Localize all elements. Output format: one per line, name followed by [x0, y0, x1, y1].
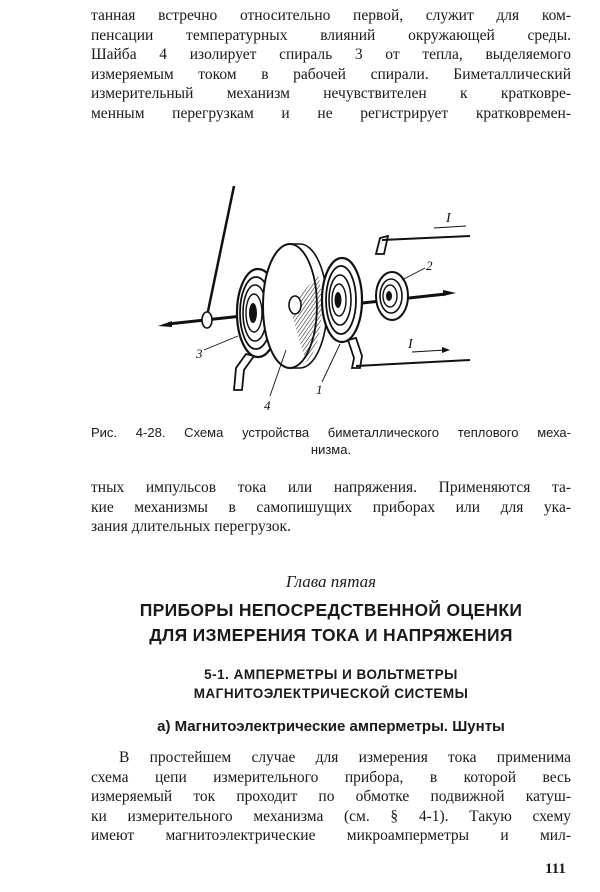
text-line: ки измерительного механизма (см. § 4-1). Такую схему [91, 807, 571, 825]
chapter-title-line: ДЛЯ ИЗМЕРЕНИЯ ТОКА И НАПРЯЖЕНИЯ [149, 625, 513, 645]
text-line: тных импульсов тока или напряжения. Применяются та- [91, 479, 571, 496]
wire-top [382, 236, 470, 240]
arrow-head-bottom [442, 347, 450, 353]
leader-1 [322, 344, 340, 382]
label-part-2: 2 [426, 258, 433, 273]
text-line: менным перегрузкам и не регистрирует кратковремен- [91, 104, 571, 122]
caption-line: Рис. 4-28. Схема устройства биметаллического теплового меха- [91, 425, 571, 440]
middle-paragraph [91, 478, 571, 537]
shaft-tip-right [443, 290, 456, 296]
text-line: танная встречно относительно первой, служит для ком- [91, 7, 571, 24]
section-title [91, 665, 571, 703]
chapter-title [91, 598, 571, 648]
text-line: пенсации температурных влияний окружающей среды. [91, 26, 571, 44]
wire-bottom-arrow [412, 350, 446, 352]
text-line: схема цепи измерительного прибора, в которой весь [91, 768, 571, 786]
label-current-bottom: I [408, 337, 413, 352]
bracket-top [376, 236, 388, 254]
label-part-4: 4 [264, 398, 271, 413]
section-title-line: 5-1. АМПЕРМЕТРЫ И ВОЛЬТМЕТРЫ [204, 667, 458, 682]
label-part-3: 3 [196, 346, 203, 361]
label-current-top: I [446, 211, 451, 226]
text-line: измерительный механизм нечувствителен к кратковре- [91, 85, 571, 102]
text-line: Шайба 4 изолирует спираль 3 от тепла, выделяемого [91, 46, 571, 63]
wire-top-arrow-line [434, 226, 466, 228]
text-line: зания длительных перегрузок. [91, 518, 291, 535]
bracket-left [234, 354, 254, 390]
section-title-line: МАГНИТОЭЛЕКТРИЧЕСКОЙ СИСТЕМЫ [193, 686, 469, 701]
pointer-hub [202, 312, 212, 328]
leader-3 [204, 336, 238, 350]
spiral-1 [322, 258, 362, 342]
wire-bottom [356, 360, 470, 366]
leader-2 [402, 268, 425, 280]
label-part-1: 1 [316, 382, 323, 397]
figure-caption [91, 424, 571, 458]
text-line: измеряемый ток проходит по обмотке подвижной катуш- [91, 788, 571, 805]
shaft-tip-left [158, 321, 172, 327]
washer-4 [263, 244, 327, 368]
text-line: имеют магнитоэлектрические микроамперметры и мил- [91, 827, 571, 844]
pointer-rod [207, 186, 234, 316]
top-paragraph [91, 6, 571, 123]
caption-line: низма. [310, 442, 352, 457]
text-line: В простейшем случае для измерения тока применима [119, 749, 571, 766]
bimetallic-mechanism-figure [150, 182, 480, 418]
chapter-label: Глава пятая [285, 572, 377, 591]
text-line: кие механизмы в самопишущих приборах или для ука- [91, 498, 571, 516]
chapter-title-line: ПРИБОРЫ НЕПОСРЕДСТВЕННОЙ ОЦЕНКИ [139, 600, 523, 620]
bracket-right [348, 338, 362, 368]
page-number: 111 [545, 861, 566, 877]
bottom-paragraph [91, 748, 571, 846]
text-line: измеряемым током в рабочей спирали. Биметаллический [91, 65, 571, 83]
subsection-title: а) Магнитоэлектрические амперметры. Шунты [157, 718, 505, 735]
